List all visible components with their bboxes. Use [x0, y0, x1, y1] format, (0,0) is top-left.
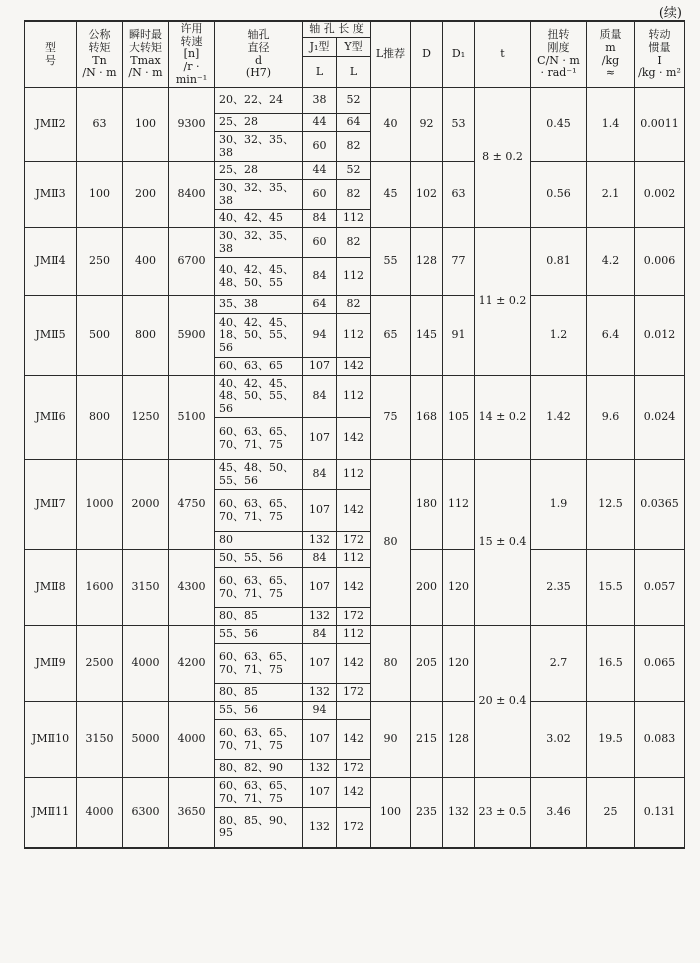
- cell-t: 15 ± 0.4: [475, 460, 531, 626]
- cell-model: JMⅡ10: [25, 702, 77, 778]
- cell-l-recommended: 80: [371, 626, 411, 702]
- header-bore-diameter-line: (H7): [245, 66, 272, 80]
- cell-j1-length: 132: [303, 684, 337, 702]
- cell-model: JMⅡ11: [25, 778, 77, 848]
- header-inertia: [635, 21, 685, 88]
- cell-y-length: 112: [337, 550, 371, 568]
- cell-j1-length: 107: [303, 778, 337, 808]
- cell-bore-diameter: 40、42、45、18、50、55、56: [215, 314, 303, 358]
- header-t: t: [475, 21, 531, 88]
- header-bore-diameter-line: d: [254, 53, 263, 67]
- table-row: [25, 88, 685, 114]
- cell-model: JMⅡ3: [25, 162, 77, 228]
- cell-D1: 105: [443, 376, 475, 460]
- header-D: D: [411, 21, 443, 88]
- cell-nominal-torque: 1600: [77, 550, 123, 626]
- header-inertia-line: I: [657, 53, 662, 67]
- cell-nominal-torque: 1000: [77, 460, 123, 550]
- cell-j1-length: 44: [303, 114, 337, 132]
- table-row: [25, 228, 685, 258]
- cell-D: 145: [411, 296, 443, 376]
- cell-l-recommended: 40: [371, 88, 411, 162]
- cell-j1-length: 84: [303, 550, 337, 568]
- cell-j1-length: 107: [303, 490, 337, 532]
- cell-bore-diameter: 80、85: [215, 684, 303, 702]
- cell-y-length: 82: [337, 228, 371, 258]
- cell-j1-length: 60: [303, 132, 337, 162]
- cell-j1-length: 132: [303, 608, 337, 626]
- cell-y-length: 172: [337, 684, 371, 702]
- cell-j1-length: 107: [303, 644, 337, 684]
- cell-inertia: 0.065: [635, 626, 685, 702]
- cell-inertia: 0.0011: [635, 88, 685, 162]
- cell-t: 11 ± 0.2: [475, 228, 531, 376]
- cell-y-length: 142: [337, 418, 371, 460]
- cell-bore-diameter: 80: [215, 532, 303, 550]
- cell-j1-length: 94: [303, 702, 337, 720]
- cell-j1-length: 107: [303, 720, 337, 760]
- cell-nominal-torque: 63: [77, 88, 123, 162]
- cell-D1: 120: [443, 626, 475, 702]
- cell-j1-length: 84: [303, 460, 337, 490]
- cell-l-recommended: 80: [371, 460, 411, 626]
- cell-l-recommended: 65: [371, 296, 411, 376]
- continued-label: (续): [658, 6, 682, 21]
- table-row: [25, 296, 685, 314]
- cell-speed: 6700: [169, 228, 215, 296]
- cell-model: JMⅡ8: [25, 550, 77, 626]
- header-inertia-line: 惯量: [648, 40, 671, 54]
- cell-model: JMⅡ4: [25, 228, 77, 296]
- cell-bore-diameter: 60、63、65、70、71、75: [215, 778, 303, 808]
- cell-inertia: 0.006: [635, 228, 685, 296]
- header-speed-line: 许用: [180, 22, 203, 35]
- cell-inertia: 0.057: [635, 550, 685, 626]
- cell-max-torque: 6300: [123, 778, 169, 848]
- cell-j1-length: 84: [303, 626, 337, 644]
- header-speed-line: 转速: [180, 34, 203, 48]
- cell-y-length: 142: [337, 568, 371, 608]
- cell-j1-length: 84: [303, 210, 337, 228]
- cell-j1-length: 107: [303, 568, 337, 608]
- cell-model: JMⅡ7: [25, 460, 77, 550]
- header-max-torque: [123, 21, 169, 88]
- header-max-torque-line: 大转矩: [129, 40, 162, 54]
- cell-y-length: 172: [337, 532, 371, 550]
- cell-y-length: 52: [337, 88, 371, 114]
- cell-y-length: [337, 702, 371, 720]
- cell-mass: 19.5: [587, 702, 635, 778]
- cell-j1-length: 60: [303, 228, 337, 258]
- cell-model: JMⅡ9: [25, 626, 77, 702]
- cell-y-length: 112: [337, 376, 371, 418]
- cell-j1-length: 60: [303, 180, 337, 210]
- cell-speed: 5100: [169, 376, 215, 460]
- cell-y-length: 82: [337, 132, 371, 162]
- cell-bore-diameter: 55、56: [215, 626, 303, 644]
- cell-bore-diameter: 60、63、65、70、71、75: [215, 720, 303, 760]
- cell-bore-diameter: 60、63、65、70、71、75: [215, 490, 303, 532]
- cell-bore-diameter: 40、42、45、48、50、55: [215, 258, 303, 296]
- header-y-type: Y型: [337, 38, 371, 57]
- cell-max-torque: 2000: [123, 460, 169, 550]
- cell-max-torque: 400: [123, 228, 169, 296]
- cell-t: 14 ± 0.2: [475, 376, 531, 460]
- cell-inertia: 0.0365: [635, 460, 685, 550]
- cell-inertia: 0.131: [635, 778, 685, 848]
- cell-D: 215: [411, 702, 443, 778]
- cell-mass: 6.4: [587, 296, 635, 376]
- header-stiffness-line: 刚度: [547, 40, 570, 54]
- cell-bore-diameter: 80、85、90、95: [215, 808, 303, 848]
- header-l-recommended: L推荐: [371, 21, 411, 88]
- coupling-spec-table: [24, 20, 685, 849]
- header-bore-diameter: [215, 21, 303, 88]
- header-model-line: 号: [45, 53, 56, 67]
- cell-max-torque: 100: [123, 88, 169, 162]
- cell-model: JMⅡ6: [25, 376, 77, 460]
- cell-bore-diameter: 80、85: [215, 608, 303, 626]
- cell-y-length: 142: [337, 644, 371, 684]
- cell-D1: 63: [443, 162, 475, 228]
- cell-y-length: 142: [337, 358, 371, 376]
- cell-j1-length: 64: [303, 296, 337, 314]
- cell-t: 20 ± 0.4: [475, 626, 531, 778]
- cell-t: 8 ± 0.2: [475, 88, 531, 228]
- cell-inertia: 0.012: [635, 296, 685, 376]
- cell-j1-length: 84: [303, 376, 337, 418]
- header-j1-type: J₁型: [303, 38, 337, 57]
- cell-model: JMⅡ5: [25, 296, 77, 376]
- header-stiffness-line: C/N · m: [537, 53, 580, 67]
- cell-y-length: 142: [337, 490, 371, 532]
- header-max-torque-line: 瞬时最: [129, 28, 162, 42]
- cell-D1: 128: [443, 702, 475, 778]
- header-nominal-torque-line: /N · m: [82, 66, 117, 80]
- cell-max-torque: 800: [123, 296, 169, 376]
- cell-y-length: 142: [337, 778, 371, 808]
- header-inertia-line: 转动: [648, 28, 671, 42]
- cell-l-recommended: 100: [371, 778, 411, 848]
- header-nominal-torque-line: 公称: [88, 28, 111, 42]
- cell-y-length: 112: [337, 460, 371, 490]
- cell-mass: 9.6: [587, 376, 635, 460]
- cell-bore-diameter: 50、55、56: [215, 550, 303, 568]
- cell-j1-length: 107: [303, 358, 337, 376]
- cell-y-length: 112: [337, 258, 371, 296]
- header-max-torque-line: /N · m: [128, 66, 163, 80]
- header-speed-line: [n]: [183, 47, 200, 61]
- cell-nominal-torque: 100: [77, 162, 123, 228]
- header-j1-L: L: [303, 57, 337, 88]
- cell-bore-diameter: 40、42、45: [215, 210, 303, 228]
- cell-y-length: 172: [337, 608, 371, 626]
- cell-stiffness: 2.35: [531, 550, 587, 626]
- header-speed: [169, 21, 215, 88]
- cell-bore-diameter: 60、63、65、70、71、75: [215, 568, 303, 608]
- cell-model: JMⅡ2: [25, 88, 77, 162]
- table-row: [25, 626, 685, 644]
- cell-mass: 25: [587, 778, 635, 848]
- cell-stiffness: 1.9: [531, 460, 587, 550]
- cell-y-length: 172: [337, 808, 371, 848]
- cell-D: 180: [411, 460, 443, 550]
- header-nominal-torque-line: Tn: [92, 53, 107, 67]
- cell-max-torque: 1250: [123, 376, 169, 460]
- table-row: [25, 550, 685, 568]
- header-speed-line: /r · min⁻¹: [175, 59, 208, 86]
- cell-y-length: 112: [337, 210, 371, 228]
- cell-y-length: 172: [337, 760, 371, 778]
- cell-speed: 4750: [169, 460, 215, 550]
- header-nominal-torque: [77, 21, 123, 88]
- cell-l-recommended: 90: [371, 702, 411, 778]
- table-row: [25, 778, 685, 808]
- cell-mass: 4.2: [587, 228, 635, 296]
- cell-speed: 4200: [169, 626, 215, 702]
- cell-stiffness: 2.7: [531, 626, 587, 702]
- header-inertia-line: /kg · m²: [638, 66, 681, 80]
- cell-inertia: 0.024: [635, 376, 685, 460]
- cell-D: 92: [411, 88, 443, 162]
- header-bore-length: 轴 孔 长 度: [303, 21, 371, 38]
- header-model-line: 型: [45, 40, 56, 54]
- cell-bore-diameter: 20、22、24: [215, 88, 303, 114]
- cell-nominal-torque: 3150: [77, 702, 123, 778]
- cell-bore-diameter: 25、28: [215, 162, 303, 180]
- cell-mass: 2.1: [587, 162, 635, 228]
- table-row: [25, 162, 685, 180]
- header-bore-diameter-line: 直径: [247, 40, 270, 54]
- header-mass-line: ≈: [605, 66, 616, 80]
- cell-bore-diameter: 60、63、65、70、71、75: [215, 418, 303, 460]
- cell-y-length: 82: [337, 180, 371, 210]
- header-bore-diameter-line: 轴孔: [247, 28, 270, 42]
- cell-inertia: 0.002: [635, 162, 685, 228]
- cell-nominal-torque: 4000: [77, 778, 123, 848]
- cell-nominal-torque: 800: [77, 376, 123, 460]
- cell-D: 128: [411, 228, 443, 296]
- cell-nominal-torque: 250: [77, 228, 123, 296]
- cell-stiffness: 3.46: [531, 778, 587, 848]
- header-mass-line: 质量: [599, 28, 622, 42]
- cell-bore-diameter: 60、63、65、70、71、75: [215, 644, 303, 684]
- cell-y-length: 112: [337, 626, 371, 644]
- cell-bore-diameter: 80、82、90: [215, 760, 303, 778]
- cell-mass: 15.5: [587, 550, 635, 626]
- cell-l-recommended: 45: [371, 162, 411, 228]
- header-D1: D₁: [443, 21, 475, 88]
- cell-D: 200: [411, 550, 443, 626]
- header-max-torque-line: Tmax: [130, 53, 161, 67]
- cell-mass: 12.5: [587, 460, 635, 550]
- cell-speed: 5900: [169, 296, 215, 376]
- cell-D1: 120: [443, 550, 475, 626]
- header-mass-line: /kg: [601, 53, 620, 67]
- cell-j1-length: 44: [303, 162, 337, 180]
- cell-j1-length: 132: [303, 532, 337, 550]
- cell-bore-diameter: 60、63、65: [215, 358, 303, 376]
- cell-t: 23 ± 0.5: [475, 778, 531, 848]
- cell-bore-diameter: 30、32、35、38: [215, 180, 303, 210]
- cell-stiffness: 1.42: [531, 376, 587, 460]
- cell-bore-diameter: 40、42、45、48、50、55、56: [215, 376, 303, 418]
- cell-D: 235: [411, 778, 443, 848]
- table-row: [25, 376, 685, 418]
- cell-max-torque: 5000: [123, 702, 169, 778]
- cell-bore-diameter: 35、38: [215, 296, 303, 314]
- header-stiffness: [531, 21, 587, 88]
- cell-y-length: 112: [337, 314, 371, 358]
- cell-stiffness: 0.45: [531, 88, 587, 162]
- cell-max-torque: 200: [123, 162, 169, 228]
- header-stiffness-line: · rad⁻¹: [540, 66, 577, 80]
- cell-inertia: 0.083: [635, 702, 685, 778]
- cell-y-length: 64: [337, 114, 371, 132]
- table-row: [25, 702, 685, 720]
- cell-j1-length: 94: [303, 314, 337, 358]
- cell-D: 205: [411, 626, 443, 702]
- cell-D1: 132: [443, 778, 475, 848]
- cell-l-recommended: 75: [371, 376, 411, 460]
- cell-bore-diameter: 30、32、35、38: [215, 228, 303, 258]
- cell-j1-length: 132: [303, 808, 337, 848]
- cell-bore-diameter: 45、48、50、55、56: [215, 460, 303, 490]
- cell-j1-length: 132: [303, 760, 337, 778]
- header-mass-line: m: [605, 40, 616, 54]
- cell-D: 102: [411, 162, 443, 228]
- cell-nominal-torque: 500: [77, 296, 123, 376]
- cell-bore-diameter: 30、32、35、38: [215, 132, 303, 162]
- cell-j1-length: 84: [303, 258, 337, 296]
- cell-D1: 91: [443, 296, 475, 376]
- cell-speed: 3650: [169, 778, 215, 848]
- cell-bore-diameter: 55、56: [215, 702, 303, 720]
- cell-stiffness: 0.81: [531, 228, 587, 296]
- cell-j1-length: 107: [303, 418, 337, 460]
- cell-D1: 77: [443, 228, 475, 296]
- cell-speed: 4300: [169, 550, 215, 626]
- header-mass: [587, 21, 635, 88]
- header-model: [25, 21, 77, 88]
- cell-y-length: 142: [337, 720, 371, 760]
- cell-max-torque: 3150: [123, 550, 169, 626]
- cell-D: 168: [411, 376, 443, 460]
- cell-mass: 1.4: [587, 88, 635, 162]
- header-nominal-torque-line: 转矩: [88, 40, 111, 54]
- cell-stiffness: 0.56: [531, 162, 587, 228]
- cell-D1: 112: [443, 460, 475, 550]
- table-row: [25, 460, 685, 490]
- cell-max-torque: 4000: [123, 626, 169, 702]
- cell-stiffness: 1.2: [531, 296, 587, 376]
- cell-y-length: 82: [337, 296, 371, 314]
- cell-bore-diameter: 25、28: [215, 114, 303, 132]
- cell-j1-length: 38: [303, 88, 337, 114]
- header-y-L: L: [337, 57, 371, 88]
- cell-mass: 16.5: [587, 626, 635, 702]
- cell-speed: 8400: [169, 162, 215, 228]
- cell-l-recommended: 55: [371, 228, 411, 296]
- cell-speed: 9300: [169, 88, 215, 162]
- header-stiffness-line: 扭转: [547, 28, 570, 42]
- cell-y-length: 52: [337, 162, 371, 180]
- cell-speed: 4000: [169, 702, 215, 778]
- cell-stiffness: 3.02: [531, 702, 587, 778]
- cell-D1: 53: [443, 88, 475, 162]
- cell-nominal-torque: 2500: [77, 626, 123, 702]
